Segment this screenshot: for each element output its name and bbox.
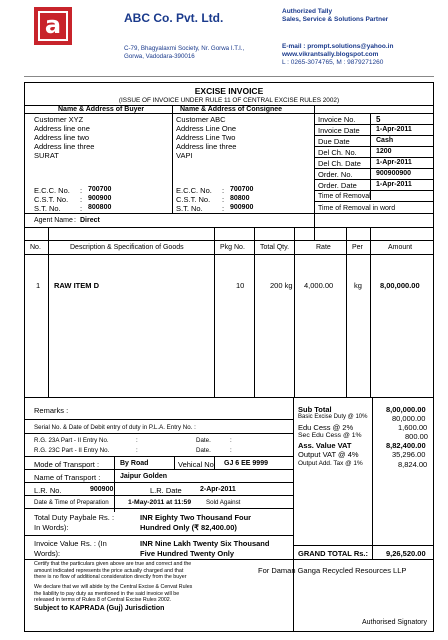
prep-label: Date & Time of Preparation: [34, 499, 109, 506]
lr-date-label: L.R. Date: [150, 486, 182, 495]
colon: :: [80, 186, 83, 195]
buyer-name: Customer XYZ: [34, 115, 84, 124]
detail-label-del-ch-no: Del Ch. No.: [318, 148, 357, 157]
lr-no: 900900: [90, 486, 114, 493]
row-per: kg: [354, 281, 362, 290]
grid-line: [24, 433, 294, 434]
colon: :: [222, 195, 225, 204]
colon: :: [80, 195, 83, 204]
consignee-st-label: S.T. No.: [176, 204, 203, 213]
signature-for: For Daman Ganga Recycled Resources LLP: [258, 566, 407, 575]
consignee-address-1: Address Line One: [176, 124, 237, 133]
grid-line: [24, 419, 294, 420]
jurisdiction: Subject to KAPRADA (Guj) Jurisdiction: [34, 605, 165, 612]
col-header-desc: Description & Specification of Goods: [70, 244, 184, 251]
output-add-tax-value: 8,824.00: [398, 460, 428, 469]
certify-line-2: amount indicated represents the price actually charged and that: [34, 567, 184, 574]
col-header-pkg: Pkg No.: [220, 244, 245, 251]
grid-line: [24, 482, 294, 483]
grid-line: [214, 456, 215, 469]
certify-text: [34, 561, 191, 581]
edu-cess-value: 1,600.00: [398, 423, 428, 432]
grid-line: [314, 113, 434, 114]
detail-value-order-no: 900900900: [376, 170, 412, 177]
grid-line: [314, 146, 434, 147]
invoice-words-1: INR Nine Lakh Twenty Six Thousand: [140, 539, 270, 548]
grid-line: [314, 168, 434, 169]
transport-name: Jaipur Golden: [120, 473, 168, 480]
invoice-subtitle: (ISSUE OF INVOICE UNDER RULE 11 OF CENTRAL EXCISE RULES 2002): [118, 97, 340, 104]
consignee-name: Customer ABC: [176, 115, 226, 124]
grid-line: [314, 105, 315, 240]
grid-line: [24, 535, 294, 536]
row-qty: 200 kg: [270, 281, 293, 290]
declare-text: [34, 584, 192, 604]
grid-line: [346, 227, 347, 397]
duty-label-2: In Words):: [34, 523, 69, 532]
buyer-address-2: Address line two: [34, 133, 90, 142]
grid-line: [314, 179, 434, 180]
detail-label-due-date: Due Date: [318, 137, 350, 146]
buyer-ecc-label: E.C.C. No.: [34, 186, 70, 195]
grid-line: [24, 469, 294, 470]
buyer-cst: 900900: [88, 195, 112, 202]
detail-value-del-ch-no: 1200: [376, 148, 392, 155]
rg23c-entry: R.G. 23C Part - II Entry No.: [34, 447, 110, 454]
colon: :: [230, 437, 232, 444]
colon: :: [136, 447, 138, 454]
colon: :: [74, 217, 76, 224]
edu-cess-label: Edu Cess @ 2%: [298, 423, 354, 432]
consignee-address-3: Address line three: [176, 142, 237, 151]
authorized-line-2: Sales, Service & Solutions Partner: [282, 16, 389, 23]
consignee-address-2: Address Line Two: [176, 133, 236, 142]
buyer-address-1: Address line one: [34, 124, 90, 133]
buyer-city: SURAT: [34, 151, 59, 160]
output-vat-value: 35,296.00: [392, 450, 426, 459]
invoice-value-label-2: Words):: [34, 549, 61, 558]
grid-line: [174, 456, 175, 469]
address-line-2: Gorwa, Vadodara-390016: [124, 53, 195, 60]
detail-label-time-of-removal: Time of Removal: [318, 193, 371, 200]
colon: :: [230, 447, 232, 454]
logo-letter: a: [40, 13, 66, 39]
company-name: ABC Co. Pvt. Ltd.: [124, 11, 224, 25]
ass-value-vat-value: 8,82,400.00: [386, 441, 426, 450]
row-rate: 4,000.00: [304, 281, 334, 290]
col-header-per: Per: [352, 244, 363, 251]
grand-total-value: 9,26,520.00: [386, 549, 426, 558]
sec-edu-cess-value: 800.00: [405, 432, 428, 441]
grid-line: [254, 227, 255, 397]
grid-line: [370, 227, 371, 397]
authorized-partner: [282, 8, 388, 24]
invoice-words-2: Five Hundred Twenty Only: [140, 549, 235, 558]
certify-line-3: there is no flow of additional consideration directly from the buyer: [34, 574, 187, 580]
invoice-title: EXCISE INVOICE: [194, 86, 264, 96]
consignee-st: 900900: [230, 204, 254, 211]
colon: :: [80, 204, 83, 213]
rg23a-entry: R.G. 23A Part - II Entry No.: [34, 437, 109, 444]
col-header-amount: Amount: [388, 244, 413, 251]
company-address: [124, 45, 244, 61]
declare-line-1: We declare that we will abide by the Central Excise & Cenvat Rules: [34, 584, 193, 590]
lr-no-label: L.R. No.: [34, 486, 62, 495]
grid-line: [24, 456, 294, 457]
buyer-st-label: S.T. No.: [34, 204, 61, 213]
rg23c-date-label: Date.: [196, 447, 211, 454]
colon: :: [222, 204, 225, 213]
colon: :: [222, 186, 225, 195]
transport-name-label: Name of Transport :: [34, 473, 101, 482]
col-header-rate: Rate: [316, 244, 331, 251]
duty-label-1: Total Duty Paybale Rs. :: [34, 513, 115, 522]
grid-line: [172, 105, 173, 213]
duty-words-1: INR Eighty Two Thousand Four: [140, 513, 252, 522]
grid-line: [314, 213, 434, 214]
row-pkg: 10: [236, 281, 245, 290]
detail-label-order-date: Order. Date: [318, 181, 357, 190]
authorised-signatory: Authorised Signatory: [362, 619, 427, 626]
duty-words-2: Hundred Only (₹ 82,400.00): [140, 523, 237, 532]
declare-line-3: released in terms of Rules 8 of Central Excise Rules 2002.: [34, 597, 172, 603]
buyer-st: 800800: [88, 204, 112, 211]
contact-info: [282, 43, 393, 67]
detail-label-time-of-removal-word: Time of Removal in word: [318, 205, 396, 212]
detail-value-invoice-no: 5: [376, 115, 381, 124]
invoice-value-label-1: Invoice Value Rs. : (In: [34, 539, 107, 548]
output-add-tax-label: Output Add. Tax @ 1%: [298, 460, 363, 467]
consignee-city: VAPI: [176, 151, 193, 160]
grid-line: [24, 559, 434, 560]
address-line-1: C-79, Bhagyalaxmi Society, Nr. Gorwa I.T.I.,: [124, 45, 245, 52]
declare-line-2: the liability to pay duty as mentioned in the said invoice will be: [34, 590, 180, 597]
grid-line: [293, 545, 434, 546]
row-no: 1: [36, 281, 41, 290]
grand-total-label: GRAND TOTAL Rs.:: [298, 549, 369, 558]
grid-line: [214, 227, 215, 397]
row-desc: RAW ITEM D: [54, 281, 99, 290]
grid-line: [314, 190, 434, 191]
website: www.vikrantsally.blogspot.com: [282, 51, 379, 58]
vehical-label: Vehical No: [178, 460, 214, 469]
detail-value-invoice-date: 1-Apr-2011: [376, 126, 412, 133]
subtotal-value: 8,00,000.00: [386, 405, 426, 414]
header-divider: [24, 76, 434, 77]
detail-label-invoice-no: Invoice No.: [318, 115, 356, 124]
grid-line: [24, 254, 434, 255]
pla-entry: Serial No. & Date of Debit entry of duty in P.L.A. Entry No. :: [34, 424, 196, 431]
consignee-cst: 80800: [230, 195, 250, 202]
buyer-cst-label: C.S.T. No.: [34, 195, 69, 204]
detail-value-del-ch-date: 1-Apr-2011: [376, 159, 412, 166]
detail-value-due-date: Cash: [376, 137, 394, 144]
buyer-ecc: 700700: [88, 186, 112, 193]
vehical-no: GJ 6 EE 9999: [224, 460, 268, 467]
col-header-no: No.: [30, 244, 41, 251]
grid-line: [24, 213, 314, 214]
grid-line: [314, 157, 434, 158]
consignee-header: Name & Address of Consignee: [180, 106, 283, 113]
buyer-address-3: Address line three: [34, 142, 95, 151]
grid-line: [314, 201, 434, 202]
grid-line: [48, 227, 49, 397]
agent-label: Agent Name: [34, 217, 73, 224]
grid-line: [24, 508, 294, 509]
grid-line: [24, 113, 314, 114]
detail-label-del-ch-date: Del Ch. Date: [318, 159, 361, 168]
prep-date: 1-May-2011 at 11:59: [128, 499, 192, 506]
email: E-mail : prompt.solutions@yahoo.in: [282, 43, 394, 50]
consignee-ecc-label: E.C.C. No.: [176, 186, 212, 195]
output-vat-label: Output VAT @ 4%: [298, 450, 359, 459]
transport-mode-label: Mode of Transport :: [34, 460, 100, 469]
row-amount: 8,00,000.00: [380, 281, 420, 290]
grid-line: [372, 397, 373, 559]
subtotal-label: Sub Total: [298, 405, 332, 414]
detail-label-order-no: Order. No.: [318, 170, 353, 179]
colon: :: [136, 437, 138, 444]
sold-against: Sold Against: [206, 499, 241, 506]
grid-line: [314, 124, 434, 125]
detail-value-order-date: 1-Apr-2011: [376, 181, 412, 188]
detail-label-invoice-date: Invoice Date: [318, 126, 360, 135]
authorized-line-1: Authorized Tally: [282, 8, 333, 15]
basic-excise-value: 80,000.00: [392, 414, 426, 423]
grid-line: [24, 227, 434, 228]
agent-value: Direct: [80, 217, 100, 224]
sec-edu-cess-label: Sec Edu Cess @ 1%: [298, 432, 362, 439]
grid-line: [24, 240, 434, 241]
basic-excise-label: Basic Excise Duty @ 10%: [298, 414, 368, 420]
col-header-qty: Total Qty.: [260, 244, 290, 251]
grid-line: [24, 495, 294, 496]
phone: L : 0265-3074765, M : 9879271260: [282, 59, 384, 66]
certify-line-1: Certify that the particulars given above are true and correct and the: [34, 561, 192, 567]
lr-date: 2-Apr-2011: [200, 486, 236, 493]
company-logo: [34, 7, 72, 45]
ass-value-vat-label: Ass. Value VAT: [298, 441, 352, 450]
transport-mode: By Road: [120, 460, 149, 467]
consignee-cst-label: C.S.T. No.: [176, 195, 211, 204]
grid-line: [314, 135, 434, 136]
grid-line: [294, 227, 295, 397]
consignee-ecc: 700700: [230, 186, 254, 193]
buyer-header: Name & Address of Buyer: [58, 106, 145, 113]
grid-line: [114, 456, 115, 512]
remarks-label: Remarks :: [34, 406, 69, 415]
rg23a-date-label: Date.: [196, 437, 211, 444]
